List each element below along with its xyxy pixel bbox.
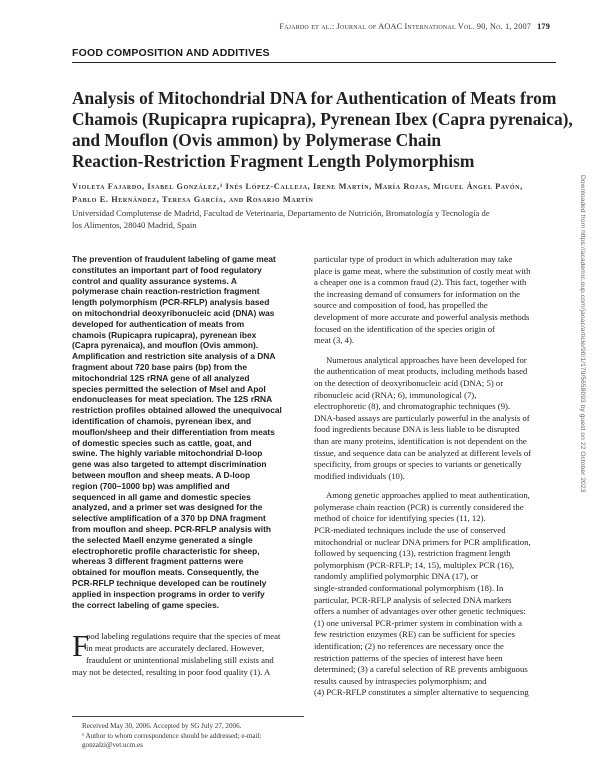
paragraph-gap [314, 347, 558, 355]
body-line: DNA-based assays are particularly powerful in the analysis of [314, 412, 530, 423]
body-line: a cheaper one is a common fraud (2). This fact, together with [314, 277, 527, 288]
body-line: offers a number of advantages over other genetic techniques: [314, 606, 526, 617]
abstract [72, 254, 304, 610]
abstract-line: between mouflon and sheep meats. A D-loop [72, 469, 251, 480]
body-line: particular, PCR-RFLP analysis of selected DNA markers [314, 594, 512, 605]
title-line: Reaction-Restriction Fragment Length Polymorphism [72, 151, 475, 171]
body-line: Among genetic approaches applied to meat authentication, [326, 490, 530, 501]
body-line: meat (3, 4). [314, 335, 355, 346]
body-line: (4) PCR-RFLP constitutes a simpler alternative to sequencing [314, 687, 529, 698]
body-line: electrophoretic (8), and chromatographic techniques (9). [314, 401, 511, 412]
body-line: development of more accurate and powerful analysis methods [314, 311, 530, 322]
abstract-line: the selected MaeII enzyme generated a single [72, 534, 253, 545]
abstract-line: applied in inspection programs in order to verify [72, 588, 265, 599]
abstract-line: analyzed, and a primer set was designed for the [72, 502, 263, 513]
affiliation-line: los Alimentos, 28040 Madrid, Spain [72, 220, 197, 230]
abstract-line: on mitochondrial deoxyribonucleic acid (DNA) was [72, 307, 275, 318]
affiliation [72, 207, 552, 231]
intro-line: may not be detected, resulting in poor food quality (1). A [72, 666, 271, 677]
footnote-line: Received May 30, 2006. Accepted by SG July 27, 2006. [82, 722, 242, 730]
intro-line: in meat products are accurately declared. However, [86, 642, 265, 653]
author-line: Pablo E. Hernández, Teresa García, and Rosario Martín [72, 195, 314, 204]
article-title [72, 88, 573, 172]
page-number: 179 [537, 22, 550, 31]
abstract-line: constitutes an important part of food regulatory [72, 264, 262, 275]
body-line: source and composition of food, has propelled the [314, 300, 488, 311]
section-divider [72, 62, 556, 63]
abstract-line: identification of chamois, pyrenean ibex, and [72, 415, 252, 426]
body-line: than are many proteins, identification is not dependent on the [314, 435, 527, 446]
body-line: food ingredients because DNA is less liable to be disrupted [314, 424, 520, 435]
abstract-line: endonucleases for meat speciation. The 12S rRNA [72, 394, 273, 405]
author-line: Violeta Fajardo, Isabel González,¹ Inés López-Calleja, Irene Martín, María Rojas, Miguel Ángel Pavón, [72, 182, 523, 191]
intro-line: ood labeling regulations require that the species of meat [86, 631, 281, 641]
abstract-line: swine. The highly variable mitochondrial D-loop [72, 448, 263, 459]
abstract-line: mitochondrial 12S rRNA gene of all analyzed [72, 372, 250, 383]
abstract-line: region (700–1000 bp) was amplified and [72, 480, 230, 491]
body-line: specificity, from groups or species to variants or genetically [314, 459, 522, 470]
body-line: focused on the identification of the species origin of [314, 323, 495, 334]
intro-line: fraudulent or unintentional mislabeling still exists and [86, 654, 274, 665]
body-line: tissue, and sequence data can be analyzed at different levels of [314, 447, 532, 458]
body-line: the increasing demand of consumers for information on the [314, 288, 521, 299]
body-line: the authentication of meat products, including methods based [314, 366, 528, 377]
body-line: (1) one universal PCR-primer system in combination with a [314, 617, 522, 628]
body-line: method of choice for identifying species (11, 12). [314, 513, 486, 524]
body-line: polymerase chain reaction (PCR) is currently considered the [314, 501, 524, 512]
title-line: Chamois (Rupicapra rupicapra), Pyrenean Ibex (Capra pyrenaica), [72, 109, 573, 129]
abstract-line: length polymorphism (PCR-RFLP) analysis based [72, 297, 270, 308]
abstract-line: gene was also targeted to attempt discrimination [72, 459, 267, 470]
footnote-divider [72, 716, 304, 717]
body-line: Numerous analytical approaches have been developed for [326, 354, 527, 365]
body-line: single-stranded conformational polymorphism (18). In [314, 583, 504, 594]
title-line: Analysis of Mitochondrial DNA for Authentication of Meats from [72, 88, 557, 108]
body-line: polymorphism (PCR-RFLP; 14, 15), multiplex PCR (16), [314, 559, 515, 570]
abstract-line: obtained for mouflon meats. Consequently, the [72, 567, 259, 578]
abstract-line: chamois (Rupicapra rupicapra), pyrenean ibex [72, 329, 257, 340]
body-line: modified individuals (10). [314, 470, 405, 481]
footnotes [82, 722, 304, 751]
title-line: and Mouflon (Ovis ammon) by Polymerase Chain [72, 130, 442, 150]
abstract-line: developed for authentication of meats from [72, 318, 245, 329]
abstract-line: the correct labeling of game species. [72, 599, 220, 610]
body-line: on the detection of deoxyribonucleic acid (DNA; 5) or [314, 377, 504, 388]
body-line: results caused by intraspecies polymorphism; and [314, 675, 487, 686]
footnote-line: ¹ Author to whom correspondence should be addressed; e-mail: [82, 731, 262, 740]
abstract-line: polymerase chain reaction-restriction fragment [72, 286, 260, 297]
abstract-line: Amplification and restriction site analysis of a DNA [72, 351, 276, 362]
author-list [72, 180, 552, 206]
abstract-line: (Capra pyrenaica), and mouflon (Ovis ammon). [72, 340, 259, 351]
body-line: followed by sequencing (13), restriction fragment length [314, 548, 511, 559]
section-label: FOOD COMPOSITION AND ADDITIVES [72, 47, 270, 59]
body-line: mitochondrial or nuclear DNA primers for PCR amplification, [314, 536, 531, 547]
running-head [279, 22, 550, 31]
running-head-text: Fajardo et al.: Journal of AOAC International Vol. 90, No. 1, 2007 [279, 22, 532, 31]
drop-cap: F [72, 628, 90, 663]
abstract-line: control and quality assurance systems. A [72, 275, 237, 286]
body-line: few restriction enzymes (RE) can be sufficient for species [314, 629, 516, 640]
abstract-line: sequenced in all game and domestic species [72, 491, 251, 502]
abstract-line: of domestic species such as cattle, goat, and [72, 437, 252, 448]
abstract-line: whereas 3 different fragment patterns were [72, 556, 244, 567]
abstract-line: selective amplification of a 370 bp DNA fragment [72, 513, 266, 524]
body-line: determined; (3) a careful selection of RE prevents ambiguous [314, 664, 528, 675]
abstract-line: from mouflon and sheep. PCR-RFLP analysis with [72, 523, 272, 534]
body-column-right [314, 254, 558, 699]
body-line: randomly amplified polymorphic DNA (17), or [314, 571, 479, 582]
footnote-line: gonzalzi@vet.ucm.es [82, 741, 143, 750]
abstract-line: electrophoretic profile characteristic for sheep, [72, 545, 260, 556]
introduction [72, 628, 304, 679]
body-line: particular type of product in which adulteration may take [314, 254, 513, 264]
body-line: identification; (2) no references are necessary once the [314, 641, 504, 651]
abstract-line: mouflon/sheep and their differentiation from meats [72, 426, 275, 437]
body-line: restriction patterns of the species of interest have been [314, 652, 503, 663]
body-line: ribonucleic acid (RNA; 6), immunological (7), [314, 389, 477, 400]
body-line: place is game meat, where the substitution of costly meat with [314, 265, 531, 276]
abstract-line: restriction profiles obtained allowed the unequivocal [72, 405, 282, 416]
paragraph-gap [314, 482, 558, 490]
abstract-line: PCR-RFLP technique developed can be routinely [72, 577, 267, 588]
body-line: PCR-mediated techniques include the use of conserved [314, 525, 506, 536]
affiliation-line: Universidad Complutense de Madrid, Facultad de Veterinaria, Departamento de Nutrición, Bromatología y Tecnología de [72, 208, 490, 218]
abstract-line: The prevention of fraudulent labeling of game meat [72, 254, 276, 264]
abstract-line: species permitted the selection of MseI and ApoI [72, 383, 266, 394]
abstract-line: fragment about 720 base pairs (bp) from the [72, 361, 247, 372]
download-watermark: Downloaded from https://academic.oup.com/jaoac/article/90/1/179/5658093 by guest on 22 October 2023 [579, 175, 586, 493]
